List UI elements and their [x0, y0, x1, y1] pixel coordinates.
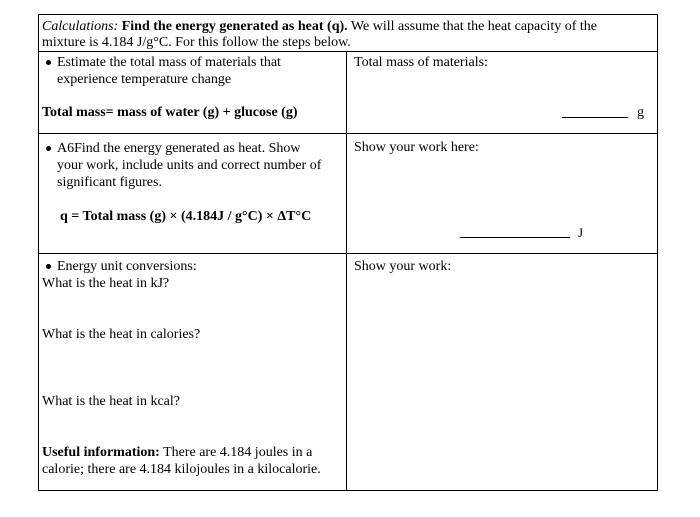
header-line-1 [42, 18, 597, 35]
useful-info-text: There are 4.184 joules in a [163, 445, 313, 460]
useful-info-line-1 [42, 444, 312, 461]
section2-bullet-line-3: significant figures. [57, 175, 162, 190]
header-divider [38, 51, 658, 52]
column-divider [346, 51, 347, 491]
total-mass-answer-line[interactable] [562, 117, 628, 118]
section1-divider [38, 133, 658, 134]
total-mass-label: Total mass of materials: [354, 55, 488, 70]
useful-info-line-2: calorie; there are 4.184 kilojoules in a kilocalorie. [42, 462, 321, 477]
section1-bullet-line-1: Estimate the total mass of materials that [57, 55, 281, 70]
show-work-conversions-label: Show your work: [354, 259, 452, 274]
heat-calories-question: What is the heat in calories? [42, 327, 201, 342]
header-text-rest: We will assume that the heat capacity of the [350, 19, 598, 34]
heat-unit: J [578, 225, 584, 240]
header-bold-text: Find the energy generated as heat (q). [121, 19, 348, 34]
section2-bullet-line-1: A6Find the energy generated as heat. Show [57, 141, 301, 156]
heat-formula: q = Total mass (g) × (4.184J / g°C) × ΔT°C [60, 209, 312, 224]
section1-formula: Total mass= mass of water (g) + glucose (g) [42, 105, 298, 120]
heat-kcal-question: What is the heat in kcal? [42, 394, 180, 409]
useful-info-label: Useful information: [42, 445, 160, 460]
section3-bullet-text: Energy unit conversions: [57, 259, 197, 274]
section1-bullet-line-2: experience temperature change [57, 72, 232, 87]
heat-answer-line[interactable] [460, 237, 570, 238]
show-work-label: Show your work here: [354, 140, 479, 155]
section2-bullet-line-2: your work, include units and correct number of [57, 158, 322, 173]
header-label: Calculations: [42, 19, 119, 34]
header-line-2: mixture is 4.184 J/g°C. For this follow the steps below. [42, 35, 351, 50]
heat-kj-question: What is the heat in kJ? [42, 276, 170, 291]
section2-divider [38, 253, 658, 254]
total-mass-unit: g [637, 105, 644, 120]
